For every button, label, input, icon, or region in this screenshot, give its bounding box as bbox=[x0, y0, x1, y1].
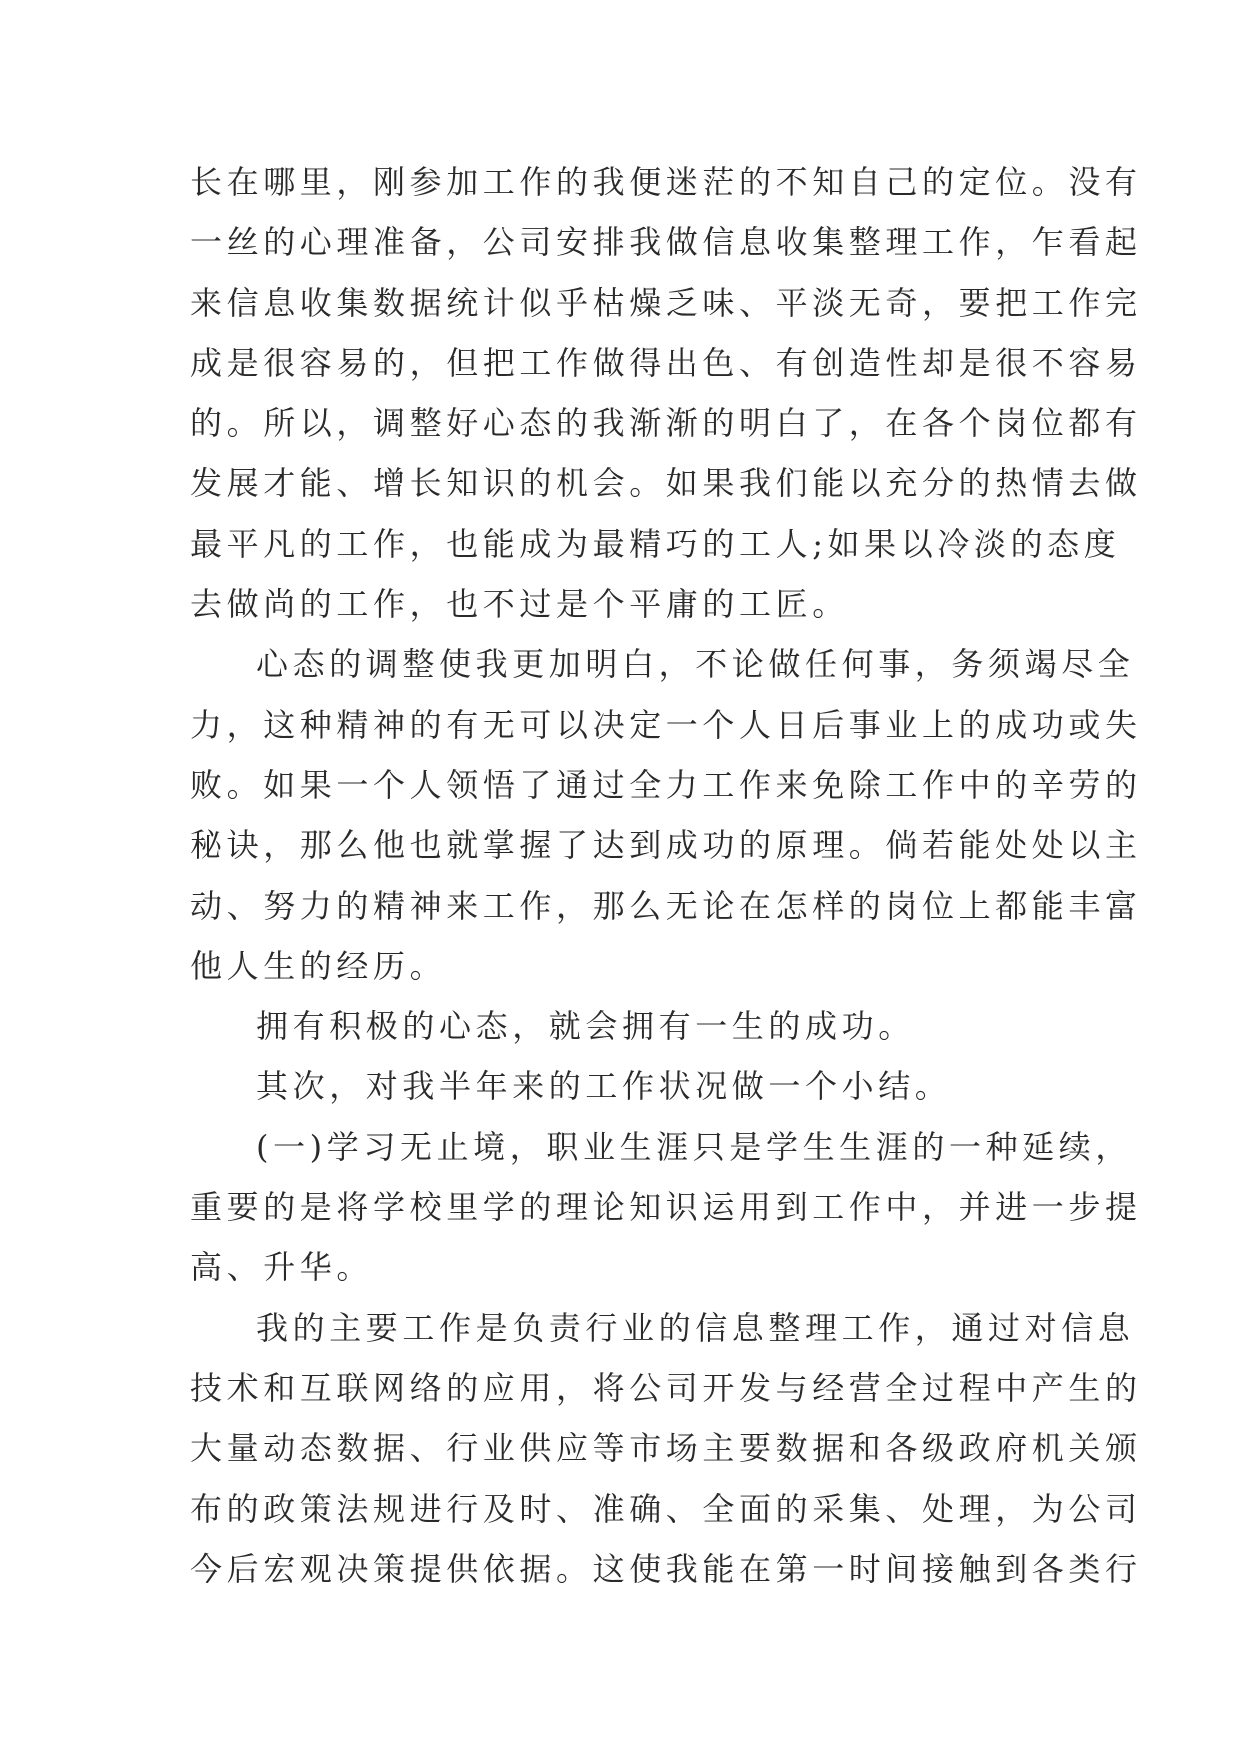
text-line: 败。如果一个人领悟了通过全力工作来免除工作中的辛劳的 bbox=[190, 765, 1142, 804]
text-line: 心态的调整使我更加明白，不论做任何事，务须竭尽全 bbox=[256, 645, 1135, 684]
text-line: 布的政策法规进行及时、准确、全面的采集、处理，为公司 bbox=[190, 1489, 1142, 1528]
text-line: 发展才能、增长知识的机会。如果我们能以充分的热情去做 bbox=[190, 464, 1142, 503]
text-line: 其次，对我半年来的工作状况做一个小结。 bbox=[256, 1067, 952, 1106]
text-line: 我的主要工作是负责行业的信息整理工作，通过对信息 bbox=[256, 1308, 1135, 1347]
text-line: (一)学习无止境，职业生涯只是学生生涯的一种延续， bbox=[256, 1127, 1132, 1166]
text-line: 去做尚的工作，也不过是个平庸的工匠。 bbox=[190, 585, 849, 624]
text-line: 力，这种精神的有无可以决定一个人日后事业上的成功或失 bbox=[190, 705, 1142, 744]
text-line: 长在哪里，刚参加工作的我便迷茫的不知自己的定位。没有 bbox=[190, 163, 1142, 201]
text-line: 一丝的心理准备，公司安排我做信息收集整理工作，乍看起 bbox=[190, 223, 1142, 262]
text-line: 成是很容易的，但把工作做得出色、有创造性却是很不容易 bbox=[190, 343, 1142, 382]
text-line: 今后宏观决策提供依据。这使我能在第一时间接触到各类行 bbox=[190, 1549, 1142, 1588]
text-line: 拥有积极的心态，就会拥有一生的成功。 bbox=[256, 1007, 915, 1046]
text-line: 高、升华。 bbox=[190, 1248, 374, 1287]
text-line: 他人生的经历。 bbox=[190, 946, 447, 985]
text-line: 大量动态数据、行业供应等市场主要数据和各级政府机关颁 bbox=[190, 1429, 1142, 1468]
text-line: 重要的是将学校里学的理论知识运用到工作中，并进一步提 bbox=[190, 1188, 1142, 1227]
text-line: 动、努力的精神来工作，那么无论在怎样的岗位上都能丰富 bbox=[190, 886, 1142, 925]
text-line: 来信息收集数据统计似乎枯燥乏味、平淡无奇，要把工作完 bbox=[190, 283, 1142, 322]
text-line: 的。所以，调整好心态的我渐渐的明白了，在各个岗位都有 bbox=[190, 404, 1142, 443]
text-line: 秘诀，那么他也就掌握了达到成功的原理。倘若能处处以主 bbox=[190, 826, 1142, 865]
body-text bbox=[190, 152, 1142, 1599]
text-line: 最平凡的工作，也能成为最精巧的工人;如果以冷淡的态度 bbox=[190, 524, 1121, 563]
text-line: 技术和互联网络的应用，将公司开发与经营全过程中产生的 bbox=[190, 1368, 1142, 1407]
